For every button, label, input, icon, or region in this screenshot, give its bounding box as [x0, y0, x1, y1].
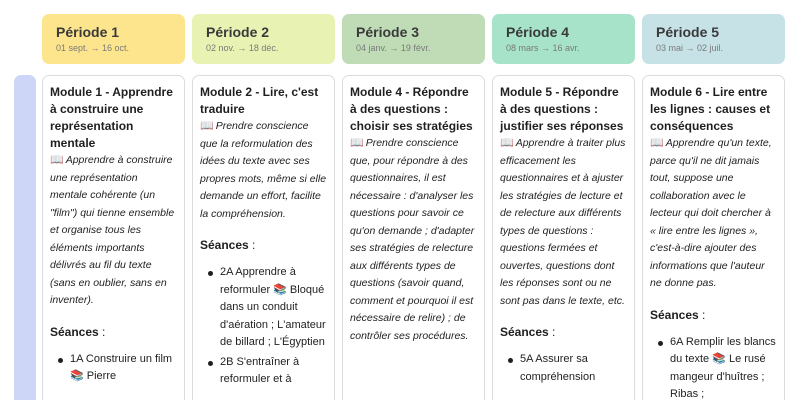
session-item[interactable]: 2A Apprendre à reformuler 📚 Bloqué dans un conduit d'aération ; L'amateur de billard ; L'Égyptien: [208, 264, 327, 352]
period-header-3[interactable]: [342, 14, 485, 64]
module-description: Apprendre à construire une représentation mentale cohérente (un "film") qui tienne ensemble et organise tous les éléments importants délivrés au fil du texte (sans en oublier, sans en inventer).: [50, 154, 175, 306]
session-item[interactable]: 5A Assurer sa compréhension: [508, 351, 627, 386]
sessions-heading: Séances :: [50, 324, 106, 339]
module-title: Module 5 - Répondre à des questions : justifier ses réponses: [500, 85, 624, 133]
module-card-4[interactable]: [342, 75, 485, 400]
row-handle[interactable]: [14, 75, 36, 400]
period-dates: 04 janv. → 19 févr.: [356, 43, 431, 53]
book-icon: 📖: [500, 137, 514, 149]
sessions-list: [500, 351, 627, 386]
session-item[interactable]: 2B S'entraîner à reformuler et à: [208, 354, 327, 389]
module-card-6[interactable]: [642, 75, 785, 400]
period-title: Période 2: [206, 24, 270, 40]
period-dates: 02 nov. → 18 déc.: [206, 43, 279, 53]
book-icon: 📖: [200, 120, 214, 132]
period-header-4[interactable]: [492, 14, 635, 64]
book-icon: 📖: [50, 154, 64, 166]
module-title: Module 6 - Lire entre les lignes : causes et conséquences: [650, 85, 771, 133]
module-card-5[interactable]: [492, 75, 635, 400]
session-item[interactable]: 1A Construire un film 📚 Pierre: [58, 351, 177, 386]
module-columns: [42, 75, 800, 400]
sessions-list: [650, 334, 777, 400]
module-title: Module 1 - Apprendre à construire une représentation mentale: [50, 85, 173, 150]
period-title: Période 3: [356, 24, 420, 40]
module-description: Apprendre qu'un texte, parce qu'il ne dit jamais tout, suppose une collaboration avec le lecteur qui doit chercher à « lire entre les lignes », c'est-à-dire ajouter des informations que l'auteur ne donne pas.: [650, 137, 772, 289]
period-dates: 08 mars → 16 avr.: [506, 43, 580, 53]
sessions-list: [50, 351, 177, 386]
sessions-heading: Séances :: [500, 325, 556, 339]
period-header-5[interactable]: [642, 14, 785, 64]
module-card-2[interactable]: [192, 75, 335, 400]
period-header-2[interactable]: [192, 14, 335, 64]
module-description: Prendre conscience que, pour répondre à des questionnaires, il est nécessaire : d'analyser les questions pour savoir ce qu'on demande ; d'adapter ses stratégies de relecture aux différents types de questions (savoir quand, comment et pourquoi il est nécessaire de relire) ; de contrôler ses procédures.: [350, 137, 475, 342]
period-title: Période 4: [506, 24, 570, 40]
sessions-heading: Séances :: [650, 307, 706, 322]
session-item[interactable]: 6A Remplir les blancs du texte 📚 Le rusé mangeur d'huîtres ; Ribas ;: [658, 334, 777, 400]
module-title: Module 4 - Répondre à des questions : choisir ses stratégies: [350, 85, 473, 133]
sessions-list: [200, 264, 327, 389]
module-description: Apprendre à traiter plus efficacement les questionnaires et à ajuster les stratégies de lecture et de relecture aux différents types de questions : questions fermées et ouvertes, questions dont les réponses sont ou ne sont pas dans le texte, etc.: [500, 137, 626, 307]
period-title: Période 5: [656, 24, 720, 40]
period-header-1[interactable]: [42, 14, 185, 64]
sessions-heading: Séances :: [200, 238, 256, 252]
book-icon: 📖: [350, 137, 364, 149]
period-header-row: [42, 14, 800, 64]
module-description: Prendre conscience que la reformulation des idées du texte avec ses propres mots, même si elle demande un effort, facilite la compréhension.: [200, 120, 327, 220]
period-title: Période 1: [56, 24, 120, 40]
period-dates: 03 mai → 02 juil.: [656, 43, 724, 53]
book-icon: 📖: [650, 137, 664, 149]
module-title: Module 2 - Lire, c'est traduire: [200, 85, 319, 116]
period-dates: 01 sept. → 16 oct.: [56, 43, 130, 53]
module-card-1[interactable]: [42, 75, 185, 400]
